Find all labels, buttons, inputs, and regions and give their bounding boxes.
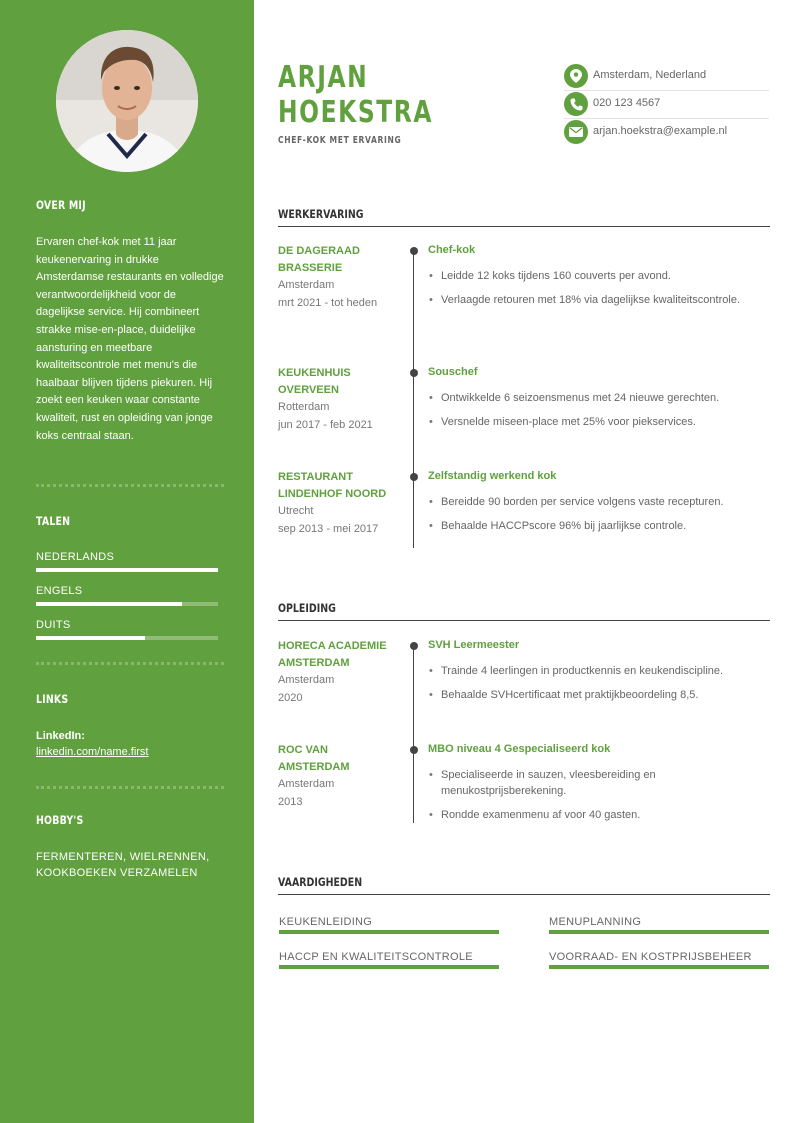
achievement-item: • Behaalde HACCPscore 96% bij jaarlijkse controle. xyxy=(428,518,768,534)
skill-item: KEUKENLEIDING xyxy=(279,912,499,934)
employer-location: Amsterdam xyxy=(278,279,335,291)
experience-timeline xyxy=(413,250,414,548)
achievement-list xyxy=(428,390,768,438)
language-name: NEDERLANDS xyxy=(36,551,115,563)
achievement-item: • Behaalde SVHcertificaat met praktijkbeoordeling 8,5. xyxy=(428,687,768,703)
school-meta xyxy=(278,671,398,707)
map-pin-icon xyxy=(564,64,588,88)
degree-title: SVH Leermeester xyxy=(428,639,520,651)
employment-period: mrt 2021 - tot heden xyxy=(278,297,378,309)
achievement-list xyxy=(428,494,768,542)
degree-title: MBO niveau 4 Gespecialiseerd kok xyxy=(428,743,611,755)
job-role: Chef-kok xyxy=(428,244,476,256)
job-role: Zelfstandig werkend kok xyxy=(428,470,557,482)
achievement-list xyxy=(428,663,768,711)
full-name xyxy=(278,60,433,130)
timeline-dot xyxy=(410,642,418,650)
skill-item: VOORRAAD- EN KOSTPRIJSBEHEER xyxy=(549,947,769,969)
language-name: ENGELS xyxy=(36,585,83,597)
contact-email xyxy=(564,119,769,147)
language-level-bar xyxy=(36,602,218,606)
first-name: ARJAN xyxy=(278,60,369,95)
languages-heading: TALEN xyxy=(36,514,71,528)
linkedin-link[interactable]: linkedin.com/name.first xyxy=(36,746,149,758)
employment-period: jun 2017 - feb 2021 xyxy=(278,419,373,431)
mail-icon xyxy=(564,120,588,144)
job-role: Souschef xyxy=(428,366,478,378)
study-period: 2020 xyxy=(278,692,303,704)
language-name: DUITS xyxy=(36,619,71,631)
phone-text: 020 123 4567 xyxy=(593,97,661,109)
achievement-list xyxy=(428,767,728,831)
job-title: CHEF-KOK MET ERVARING xyxy=(278,135,402,146)
profile-photo xyxy=(56,30,198,172)
employer-location: Rotterdam xyxy=(278,401,330,413)
education-heading: OPLEIDING xyxy=(278,601,770,621)
phone-icon xyxy=(564,92,588,116)
school-meta xyxy=(278,775,398,811)
last-name: HOEKSTRA xyxy=(278,95,434,130)
achievement-item: • Ontwikkelde 6 seizoensmenus met 24 nieuwe gerechten. xyxy=(428,390,768,406)
achievement-item: • Specialiseerde in sauzen, vleesbereiding en menukostprijsberekening. xyxy=(428,767,728,799)
sidebar xyxy=(0,0,254,1123)
about-text: Ervaren chef-kok met 11 jaar keukenervaring in drukke Amsterdamse restaurants en volledige verantwoordelijkheid voor de dagelijkse service. Hij combineert strakke mise-en-place, duidelijke aansturing en meetbare kwaliteitscontrole met menu's die haalbaar blijven tijdens piekuren. Hij zoekt een keuken waar constante kwaliteit, rust en opleiding van jonge koks centraal staan. xyxy=(36,236,224,442)
achievement-item: • Leidde 12 koks tijdens 160 couverts per avond. xyxy=(428,268,768,284)
employer-meta xyxy=(278,276,398,312)
study-period: 2013 xyxy=(278,796,303,808)
hobbies-heading: HOBBY'S xyxy=(36,813,84,827)
employer-name: KEUKENHUIS OVERVEEN xyxy=(278,367,351,396)
achievement-item: • Versnelde miseen-place met 25% voor piekservices. xyxy=(428,414,768,430)
achievement-item: • Rondde examenmenu af voor 40 gasten. xyxy=(428,807,728,823)
school-location: Amsterdam xyxy=(278,778,335,790)
skills-heading: VAARDIGHEDEN xyxy=(278,875,770,895)
timeline-dot xyxy=(410,746,418,754)
hobbies-text: FERMENTEREN, WIELRENNEN, KOOKBOEKEN VERZAMELEN xyxy=(36,851,210,879)
timeline-dot xyxy=(410,247,418,255)
employer-name: DE DAGERAAD BRASSERIE xyxy=(278,245,360,274)
linkedin-label: LinkedIn: xyxy=(36,730,85,742)
experience-heading: WERKERVARING xyxy=(278,207,770,227)
location-text: Amsterdam, Nederland xyxy=(593,69,707,81)
divider xyxy=(36,662,224,665)
employer-meta xyxy=(278,502,398,538)
school-name: ROC VAN AMSTERDAM xyxy=(278,744,350,773)
timeline-dot xyxy=(410,473,418,481)
language-level-bar xyxy=(36,636,218,640)
email-text: arjan.hoekstra@example.nl xyxy=(593,125,728,137)
achievement-item: • Verlaagde retouren met 18% via dagelijkse kwaliteitscontrole. xyxy=(428,292,768,308)
divider xyxy=(36,484,224,487)
employment-period: sep 2013 - mei 2017 xyxy=(278,523,379,535)
school-name: HORECA ACADEMIE AMSTERDAM xyxy=(278,640,387,669)
contact-phone xyxy=(564,91,769,119)
chef-portrait-image xyxy=(56,30,198,172)
achievement-list xyxy=(428,268,768,316)
employer-name: RESTAURANT LINDENHOF NOORD xyxy=(278,471,387,500)
contact-location xyxy=(564,63,769,91)
language-level-bar xyxy=(36,568,218,572)
links-heading: LINKS xyxy=(36,692,69,706)
timeline-dot xyxy=(410,369,418,377)
employer-location: Utrecht xyxy=(278,505,314,517)
school-location: Amsterdam xyxy=(278,674,335,686)
achievement-item: • Bereidde 90 borden per service volgens vaste recepturen. xyxy=(428,494,768,510)
education-timeline xyxy=(413,645,414,823)
about-heading: OVER MIJ xyxy=(36,198,86,212)
divider xyxy=(36,786,224,789)
achievement-item: • Trainde 4 leerlingen in productkennis en keukendiscipline. xyxy=(428,663,768,679)
employer-meta xyxy=(278,398,398,434)
skill-item: HACCP EN KWALITEITSCONTROLE xyxy=(279,947,499,969)
skill-item: MENUPLANNING xyxy=(549,912,769,934)
